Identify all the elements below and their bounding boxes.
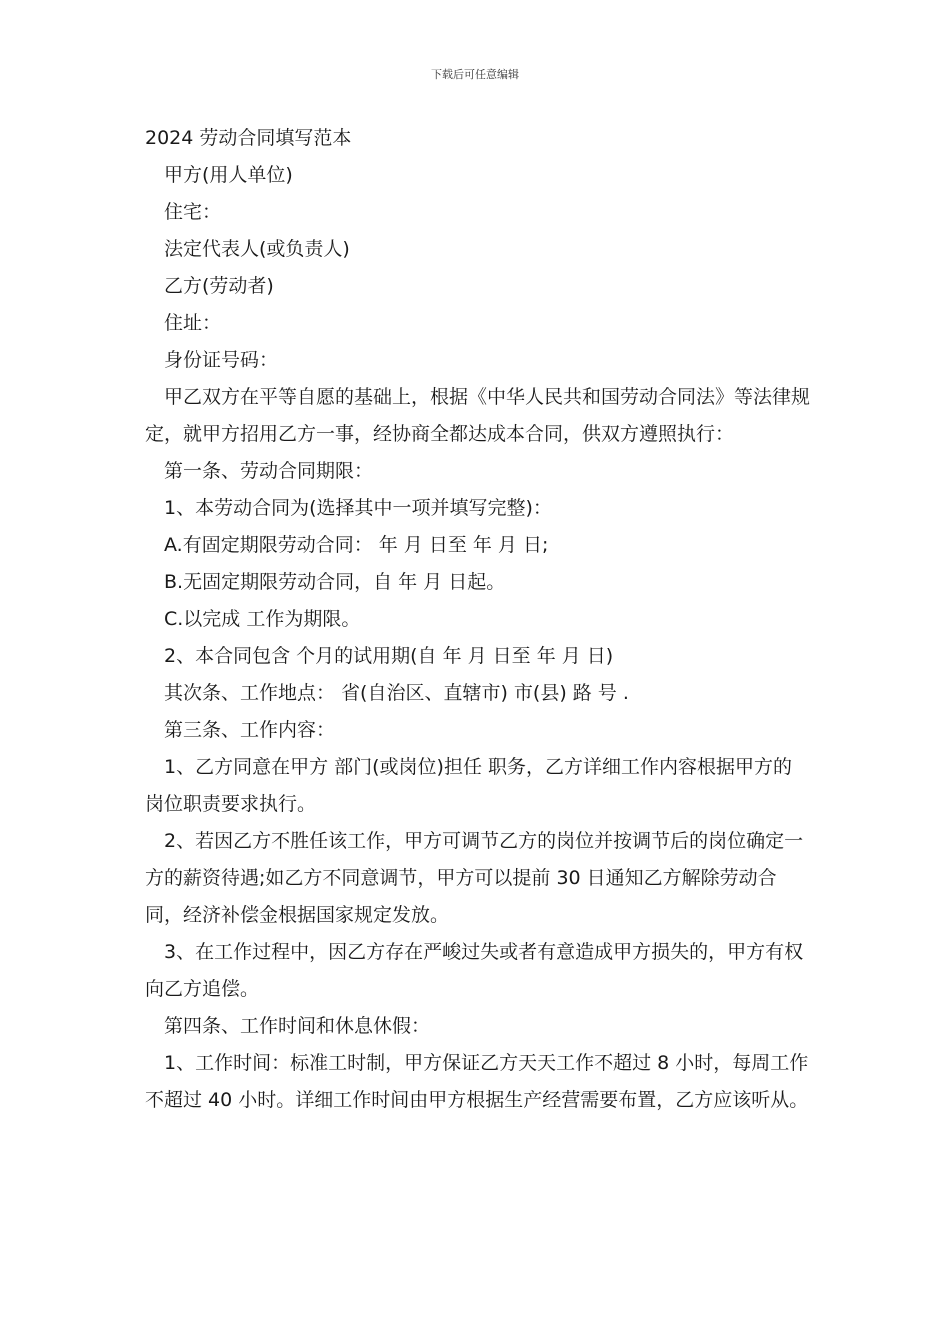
document-title: 2024 劳动合同填写范本 [145,127,352,149]
paragraph: 法定代表人(或负责人) [164,238,350,260]
paragraph: 乙方(劳动者) [164,275,274,297]
paragraph: 甲方(用人单位) [164,164,293,186]
paragraph: B.无固定期限劳动合同，自 年 月 日起。 [164,571,506,593]
paragraph: 第一条、劳动合同期限： [164,460,374,482]
paragraph: 其次条、工作地点： 省(自治区、直辖市) 市(县) 路 号 . [164,682,629,704]
paragraph: C.以完成 工作为期限。 [164,608,361,630]
paragraph: 1、工作时间：标准工时制，甲方保证乙方天天工作不超过 8 小时，每周工作不超过 40 小时。详细工作时间由甲方根据生产经营需要布置，乙方应该听从。 [145,1052,809,1111]
paragraph: 住宅： [164,201,222,223]
paragraph: 第三条、工作内容： [164,719,336,741]
paragraph: 住址： [164,312,222,334]
paragraph: 第四条、工作时间和休息休假： [164,1015,431,1037]
paragraph: 3、在工作过程中，因乙方存在严峻过失或者有意造成甲方损失的，甲方有权向乙方追偿。 [145,941,804,1000]
document-body [145,120,810,1119]
paragraph: 2、本合同包含 个月的试用期(自 年 月 日至 年 月 日) [164,645,614,667]
paragraph: A.有固定期限劳动合同： 年 月 日至 年 月 日; [164,534,549,556]
paragraph: 1、本劳动合同为(选择其中一项并填写完整)： [164,497,552,519]
paragraph: 1、乙方同意在甲方 部门(或岗位)担任 职务，乙方详细工作内容根据甲方的岗位职责要求执行。 [145,756,792,815]
paragraph: 甲乙双方在平等自愿的基础上，根据《中华人民共和国劳动合同法》等法律规定，就甲方招用乙方一事，经协商全都达成本合同，供双方遵照执行： [145,386,811,445]
page-header: 下载后可任意编辑 [431,68,519,81]
paragraph: 身份证号码： [164,349,279,371]
paragraph: 2、若因乙方不胜任该工作，甲方可调节乙方的岗位并按调节后的岗位确定一方的薪资待遇;如乙方不同意调节，甲方可以提前 30 日通知乙方解除劳动合同，经济补偿金根据国家规定发放。 [145,830,804,926]
